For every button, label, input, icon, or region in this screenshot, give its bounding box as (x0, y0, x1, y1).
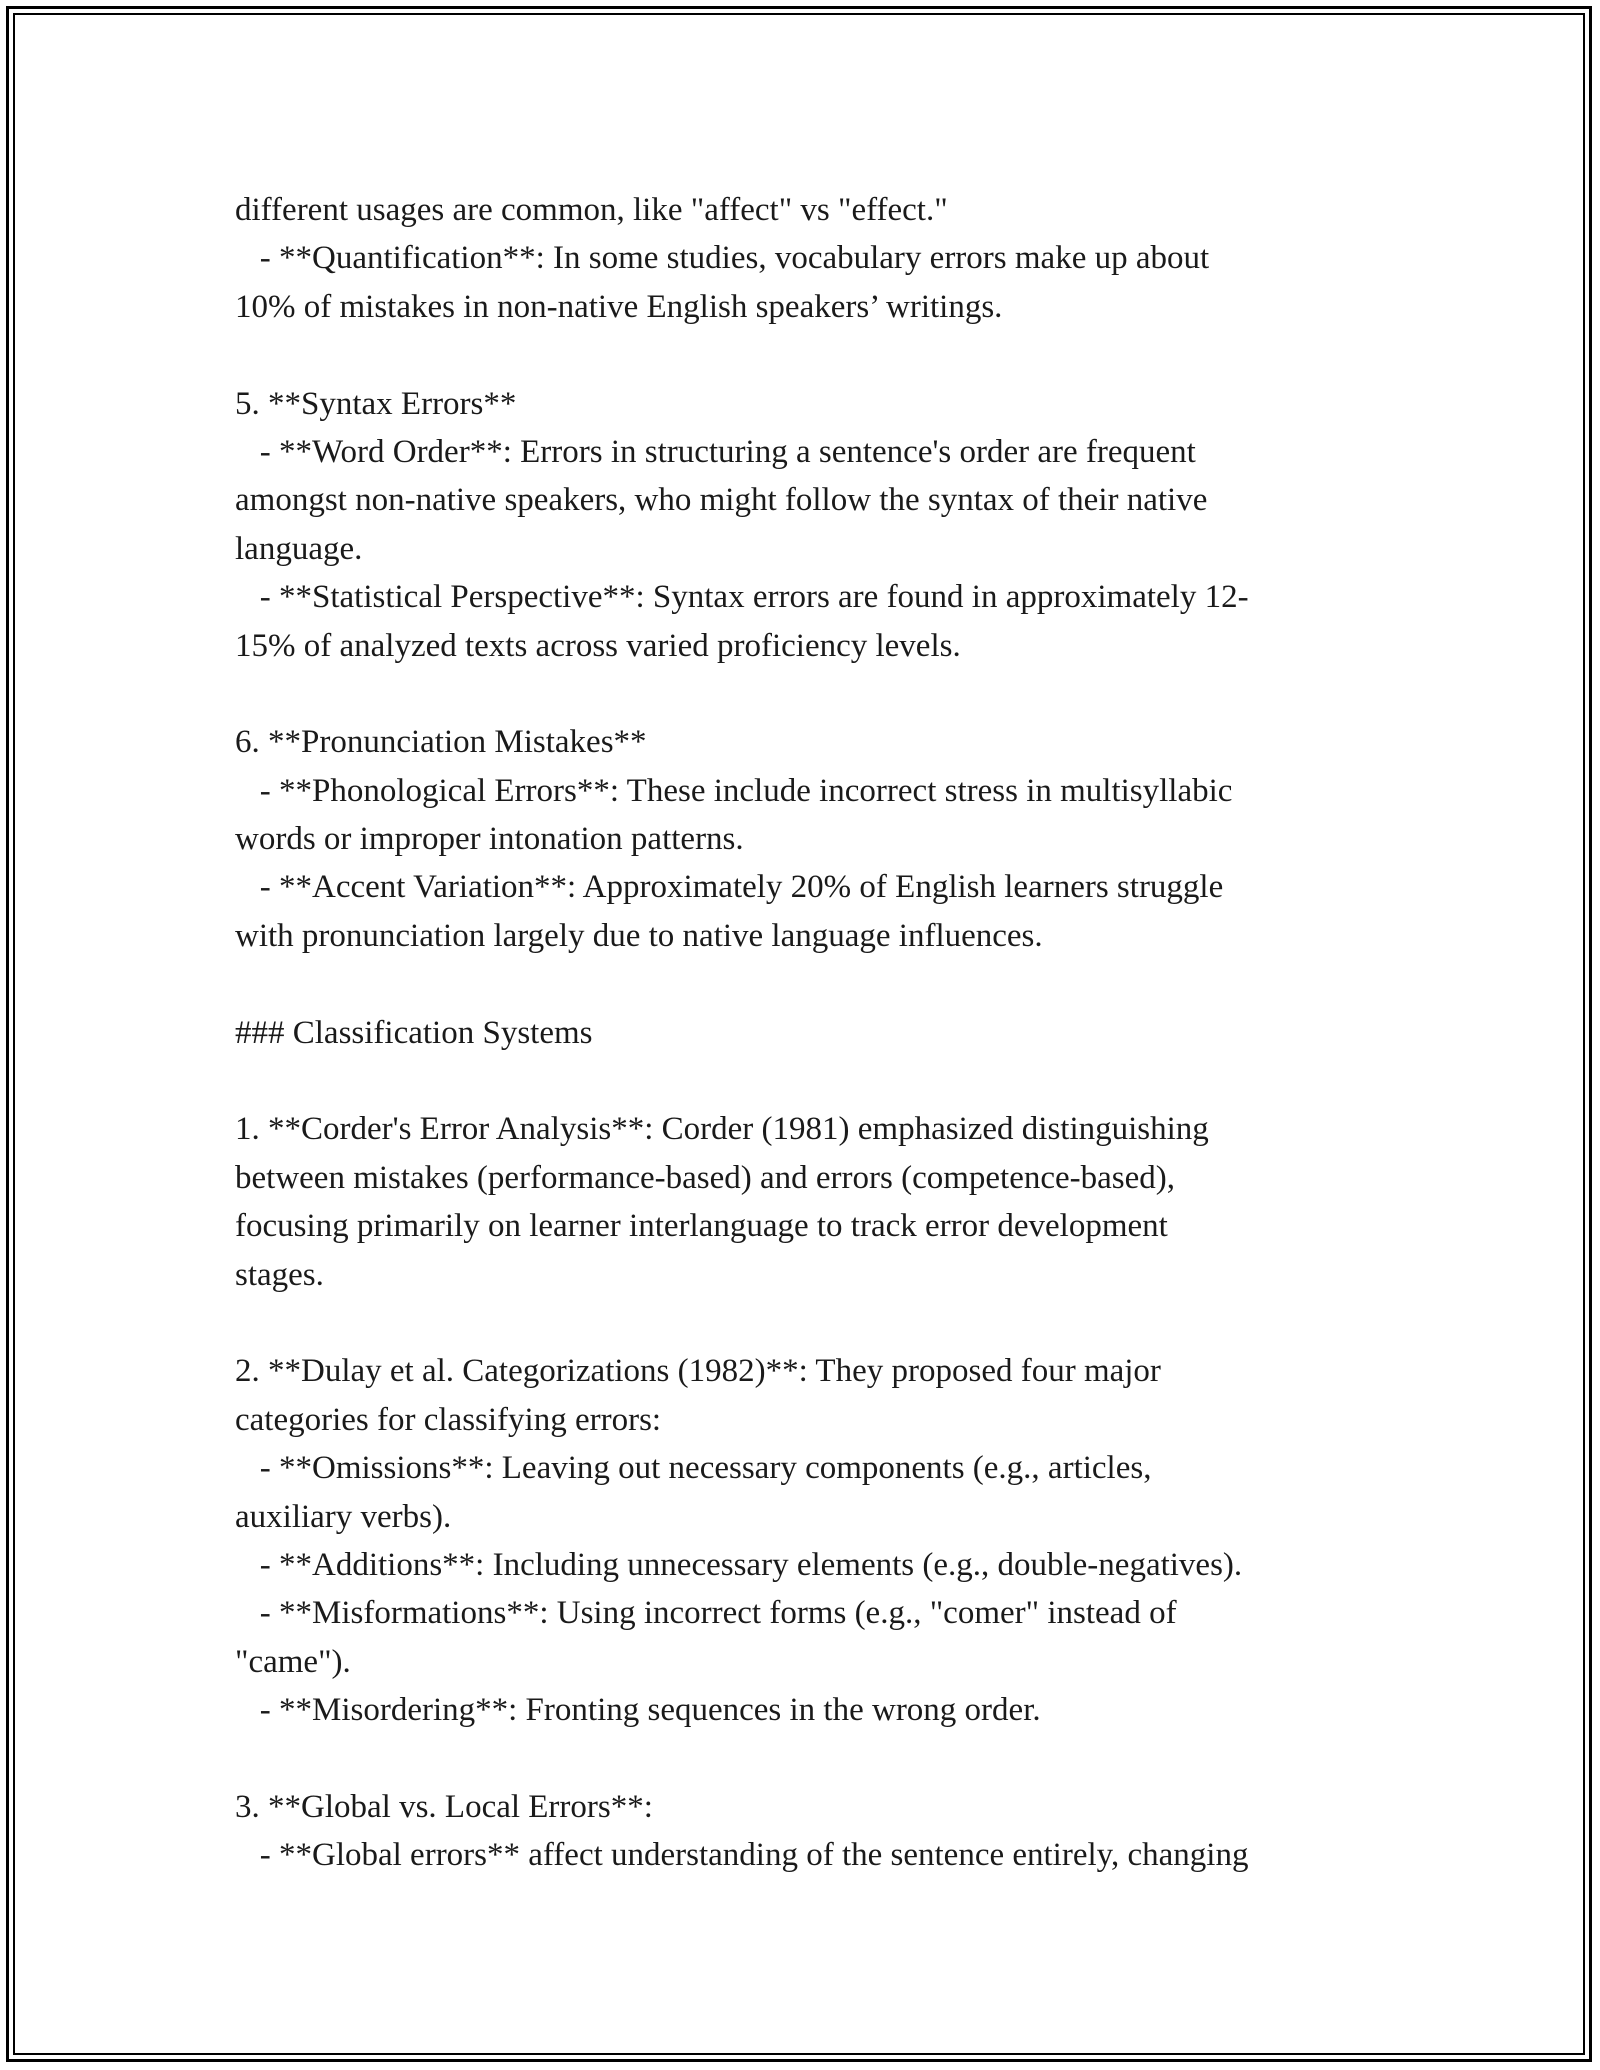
text-line: with pronunciation largely due to native language influences. (235, 917, 1043, 954)
text-line: auxiliary verbs). (235, 1498, 452, 1535)
text-line: - **Statistical Perspective**: Syntax errors are found in approximately 12- (235, 579, 1249, 616)
text-line: - **Additions**: Including unnecessary elements (e.g., double-negatives). (235, 1546, 1243, 1583)
text-line: - **Omissions**: Leaving out necessary components (e.g., articles, (235, 1450, 1152, 1487)
document-body (235, 186, 1415, 1880)
text-line: - **Word Order**: Errors in structuring a sentence's order are frequent (235, 433, 1196, 470)
blank-line (235, 1299, 1415, 1347)
text-line: 2. **Dulay et al. Categorizations (1982)**: They proposed four major (235, 1353, 1161, 1390)
text-line: stages. (235, 1256, 324, 1293)
text-line: categories for classifying errors: (235, 1401, 662, 1438)
blank-line (235, 331, 1415, 379)
text-line: - **Phonological Errors**: These include incorrect stress in multisyllabic (235, 772, 1233, 809)
section-heading: 5. **Syntax Errors** (235, 385, 517, 422)
text-line: - **Global errors** affect understanding of the sentence entirely, changing (235, 1837, 1249, 1874)
blank-line (235, 1735, 1415, 1783)
classification-heading: ### Classification Systems (235, 1014, 593, 1051)
blank-line (235, 670, 1415, 718)
text-line: - **Quantification**: In some studies, vocabulary errors make up about (235, 240, 1210, 277)
blank-line (235, 1057, 1415, 1105)
text-line: 10% of mistakes in non-native English speakers’ writings. (235, 288, 1003, 325)
text-line: 3. **Global vs. Local Errors**: (235, 1788, 653, 1825)
text-line: language. (235, 530, 363, 567)
text-line: focusing primarily on learner interlanguage to track error development (235, 1208, 1168, 1245)
text-line: - **Misformations**: Using incorrect forms (e.g., "comer" instead of (235, 1595, 1177, 1632)
text-line: 1. **Corder's Error Analysis**: Corder (1981) emphasized distinguishing (235, 1111, 1209, 1148)
text-line: between mistakes (performance-based) and errors (competence-based), (235, 1159, 1176, 1196)
text-line: different usages are common, like "affect" vs "effect." (235, 192, 948, 228)
text-line: - **Misordering**: Fronting sequences in the wrong order. (235, 1692, 1041, 1729)
blank-line (235, 960, 1415, 1008)
text-line: - **Accent Variation**: Approximately 20% of English learners struggle (235, 869, 1224, 906)
section-heading: 6. **Pronunciation Mistakes** (235, 724, 647, 761)
text-line: 15% of analyzed texts across varied proficiency levels. (235, 627, 961, 664)
text-line: "came"). (235, 1643, 351, 1680)
text-line: amongst non-native speakers, who might follow the syntax of their native (235, 482, 1208, 519)
text-line: words or improper intonation patterns. (235, 821, 744, 858)
